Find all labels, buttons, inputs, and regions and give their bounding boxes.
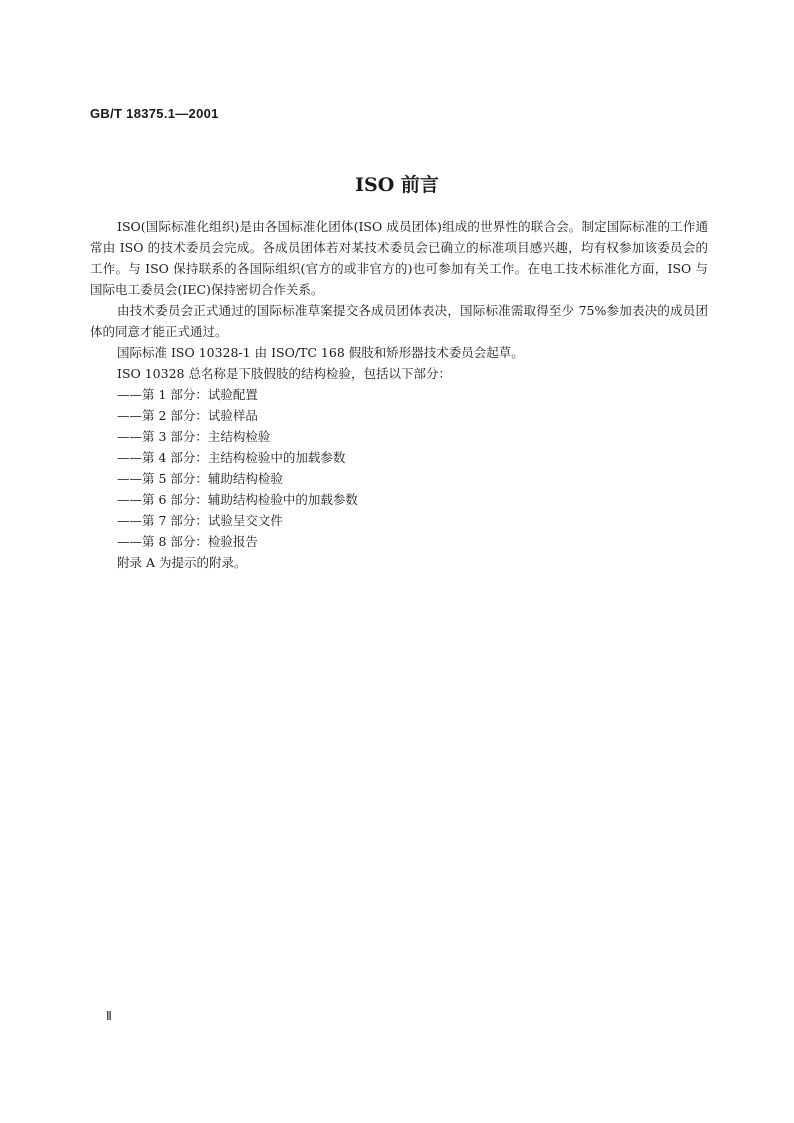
list-item: ——第 1 部分：试验配置 <box>117 387 258 402</box>
page-number: Ⅱ <box>106 1009 112 1023</box>
list-item: ——第 5 部分：辅助结构检验 <box>117 471 283 486</box>
paragraph-series-title: ISO 10328 总名称是下肢假肢的结构检验，包括以下部分： <box>117 366 451 381</box>
parts-list <box>90 384 708 552</box>
standard-number-header: GB/T 18375.1—2001 <box>90 106 219 121</box>
paragraph-voting: 由技术委员会正式通过的国际标准草案提交各成员团体表决，国际标准需取得至少 75%参加表决的成员团体的同意才能正式通过。 <box>90 303 708 339</box>
appendix-note: 附录 A 为提示的附录。 <box>117 555 247 570</box>
list-item: ——第 3 部分：主结构检验 <box>117 429 271 444</box>
list-item: ——第 4 部分：主结构检验中的加载参数 <box>117 450 346 465</box>
list-item: ——第 7 部分：试验呈交文件 <box>117 513 283 528</box>
paragraph-iso-intro: ISO(国际标准化组织)是由各国标准化团体(ISO 成员团体)组成的世界性的联合会。制定国际标准的工作通常由 ISO 的技术委员会完成。各成员团体若对某技术委员会已确立的标准项目感兴趣，均有权参加该委员会的工作。与 ISO 保持联系的各国际组织(官方的或非官方的)也可参加有关工作。在电工技术标准化方面，ISO 与国际电工委员会(IEC)保持密切合作关系。 <box>90 219 708 297</box>
page-title: ISO 前言 <box>355 174 439 196</box>
list-item: ——第 8 部分：检验报告 <box>117 534 258 549</box>
document-body <box>90 216 708 573</box>
paragraph-drafted-by: 国际标准 ISO 10328-1 由 ISO/TC 168 假肢和矫形器技术委员会起草。 <box>117 345 524 360</box>
list-item: ——第 6 部分：辅助结构检验中的加载参数 <box>117 492 358 507</box>
list-item: ——第 2 部分：试验样品 <box>117 408 258 423</box>
